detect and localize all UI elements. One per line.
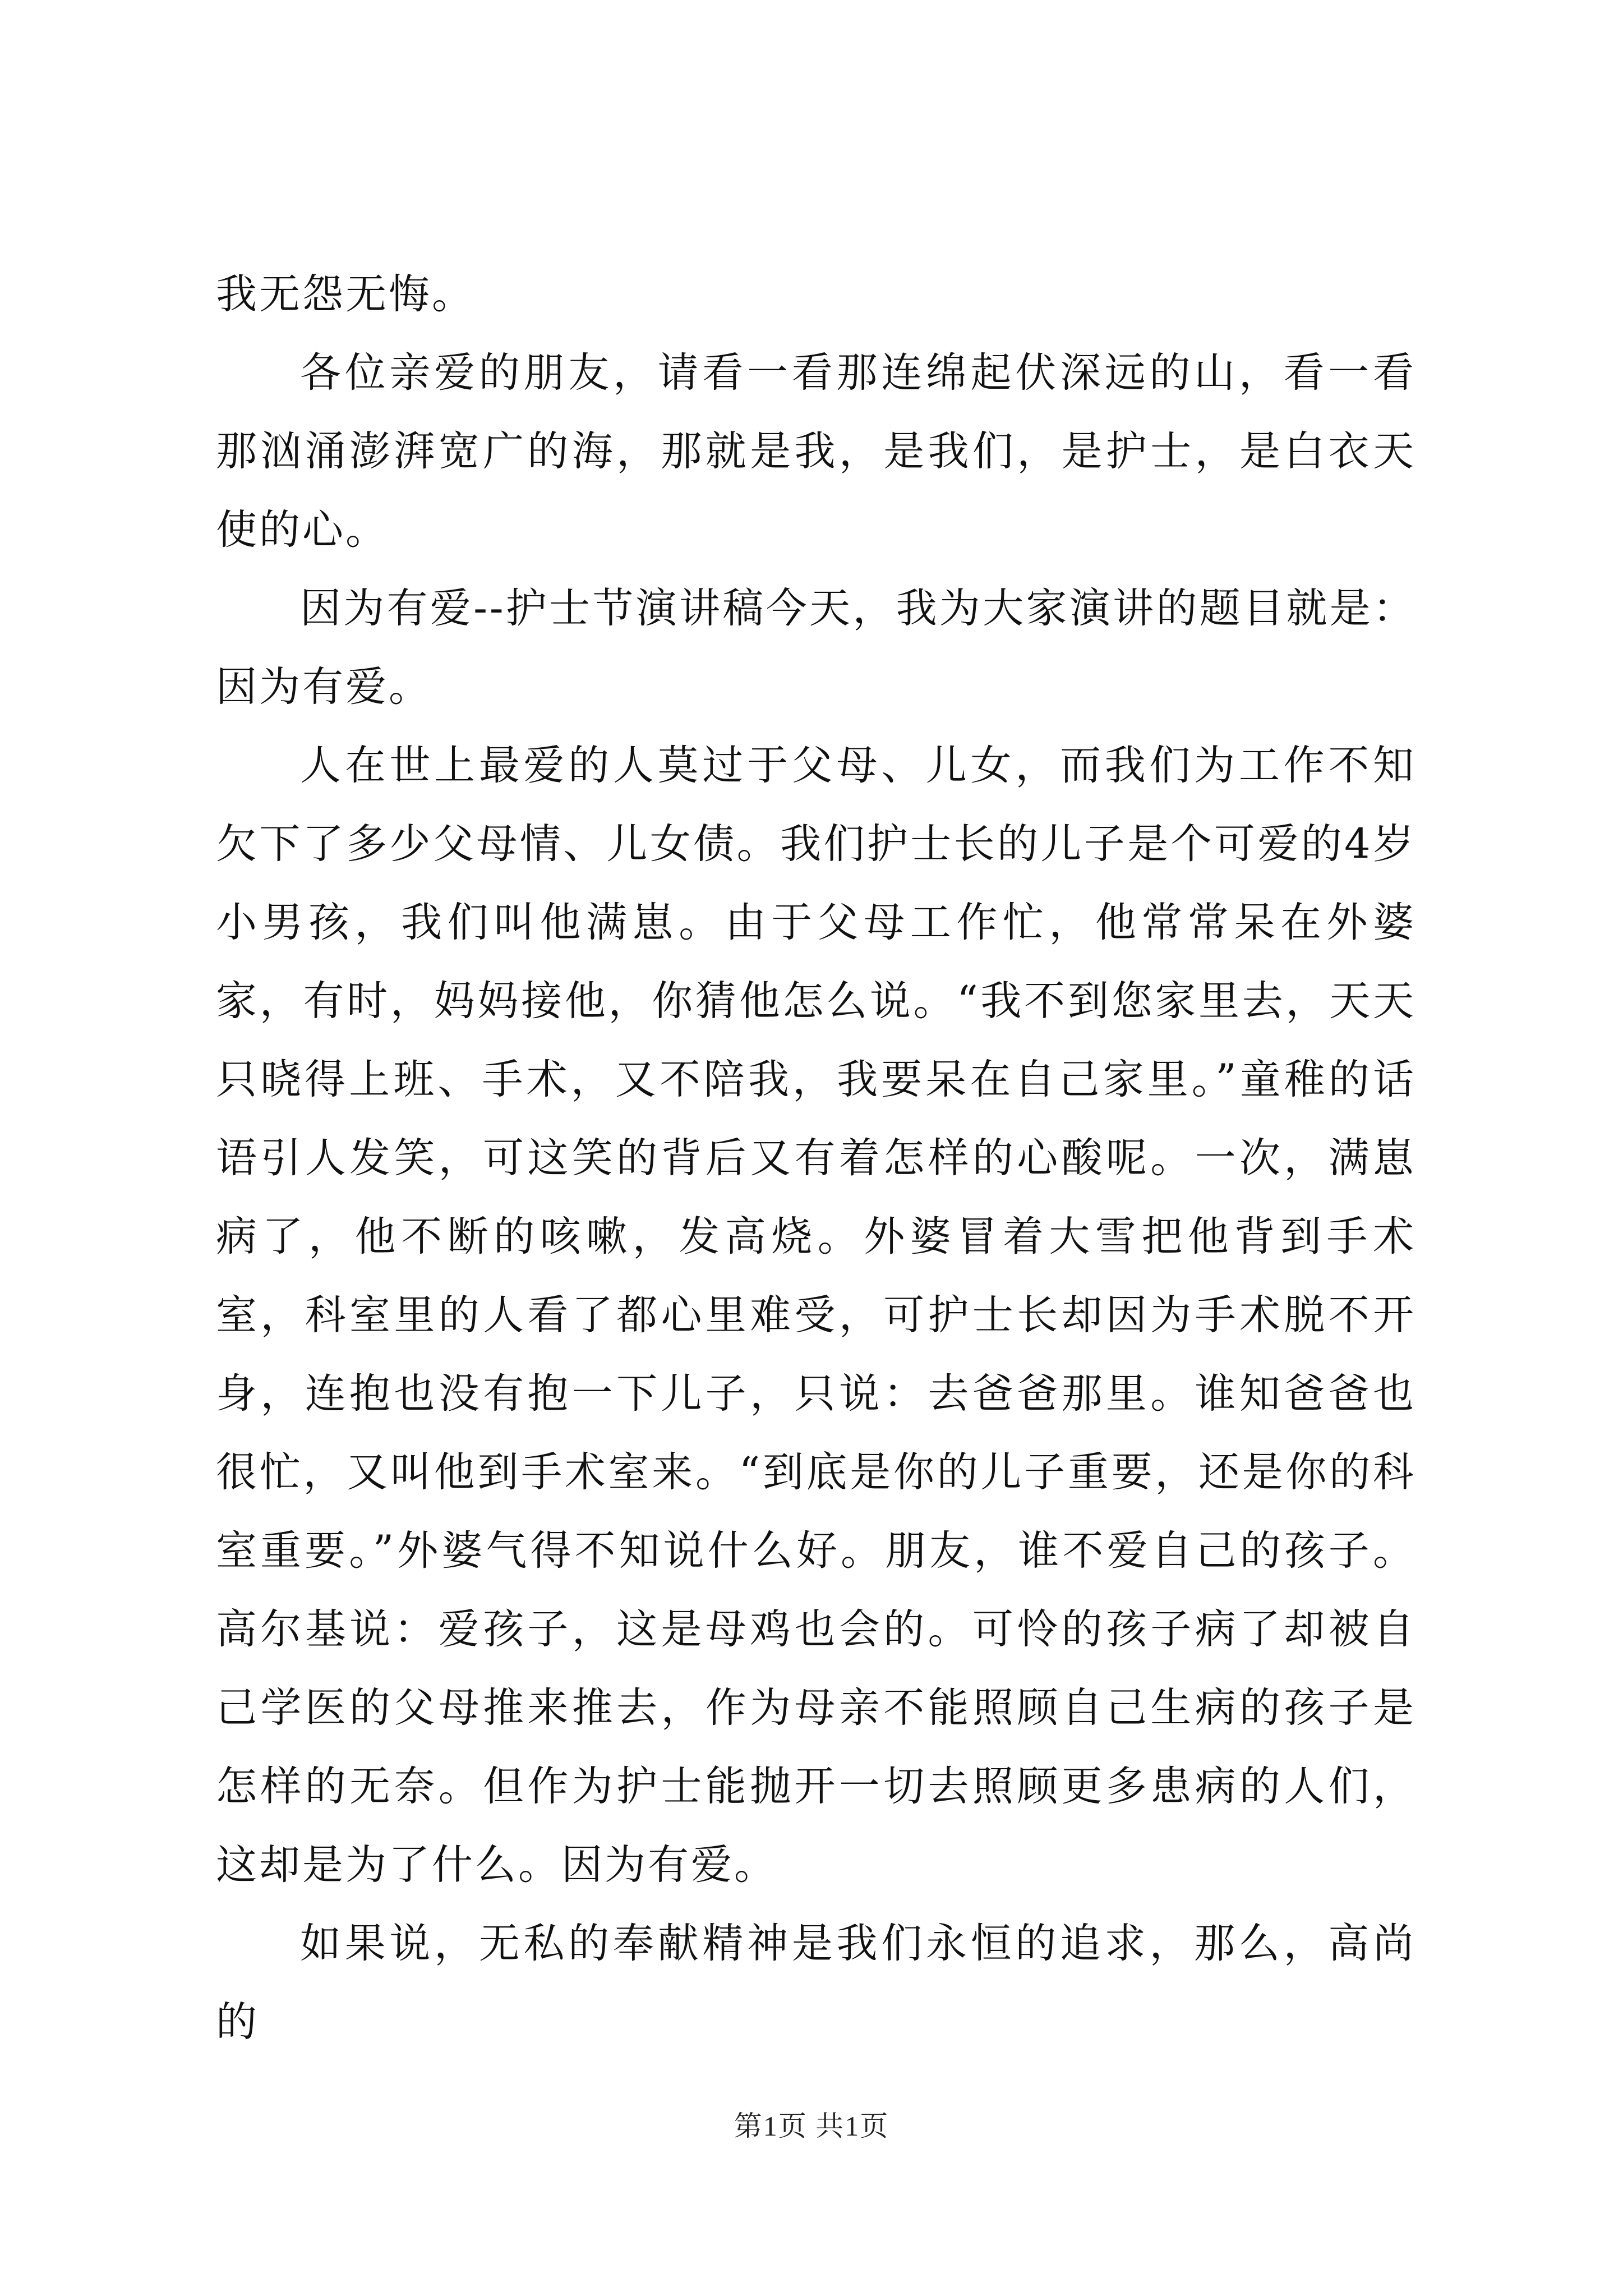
paragraph: 我无怨无悔。 xyxy=(216,270,475,318)
paragraph: 因为有爱--护士节演讲稿今天，我为大家演讲的题目就是：因为有爱。 xyxy=(216,585,1416,711)
paragraph: 人在世上最爱的人莫过于父母、儿女，而我们为工作不知欠下了多少父母情、儿女债。我们护士长的儿子是个可爱的4岁小男孩，我们叫他满崽。由于父母工作忙，他常常呆在外婆家，有时，妈妈接他，你猜他怎么说。“我不到您家里去，天天只晓得上班、手术，又不陪我，我要呆在自己家里。”童稚的话语引人发笑，可这笑的背后又有着怎样的心酸呢。一次，满崽病了，他不断的咳嗽，发高烧。外婆冒着大雪把他背到手术室，科室里的人看了都心里难受，可护士长却因为手术脱不开身，连抱也没有抱一下儿子，只说：去爸爸那里。谁知爸爸也很忙，又叫他到手术室来。“到底是你的儿子重要，还是你的科室重要。”外婆气得不知说什么好。朋友，谁不爱自己的孩子。高尔基说：爱孩子，这是母鸡也会的。可怜的孩子病了却被自己学医的父母推来推去，作为母亲不能照顾自己生病的孩子是怎样的无奈。但作为护士能抛开一切去照顾更多患病的人们，这却是为了什么。因为有爱。 xyxy=(216,742,1416,1889)
page-number-footer: 第1页 共1页 xyxy=(734,2110,889,2142)
paragraph: 如果说，无私的奉献精神是我们永恒的追求，那么，高尚的 xyxy=(216,1920,1416,2046)
paragraph: 各位亲爱的朋友，请看一看那连绵起伏深远的山，看一看那汹涌澎湃宽广的海，那就是我，是我们，是护士，是白衣天使的心。 xyxy=(216,349,1416,554)
document-body xyxy=(216,255,1416,2062)
